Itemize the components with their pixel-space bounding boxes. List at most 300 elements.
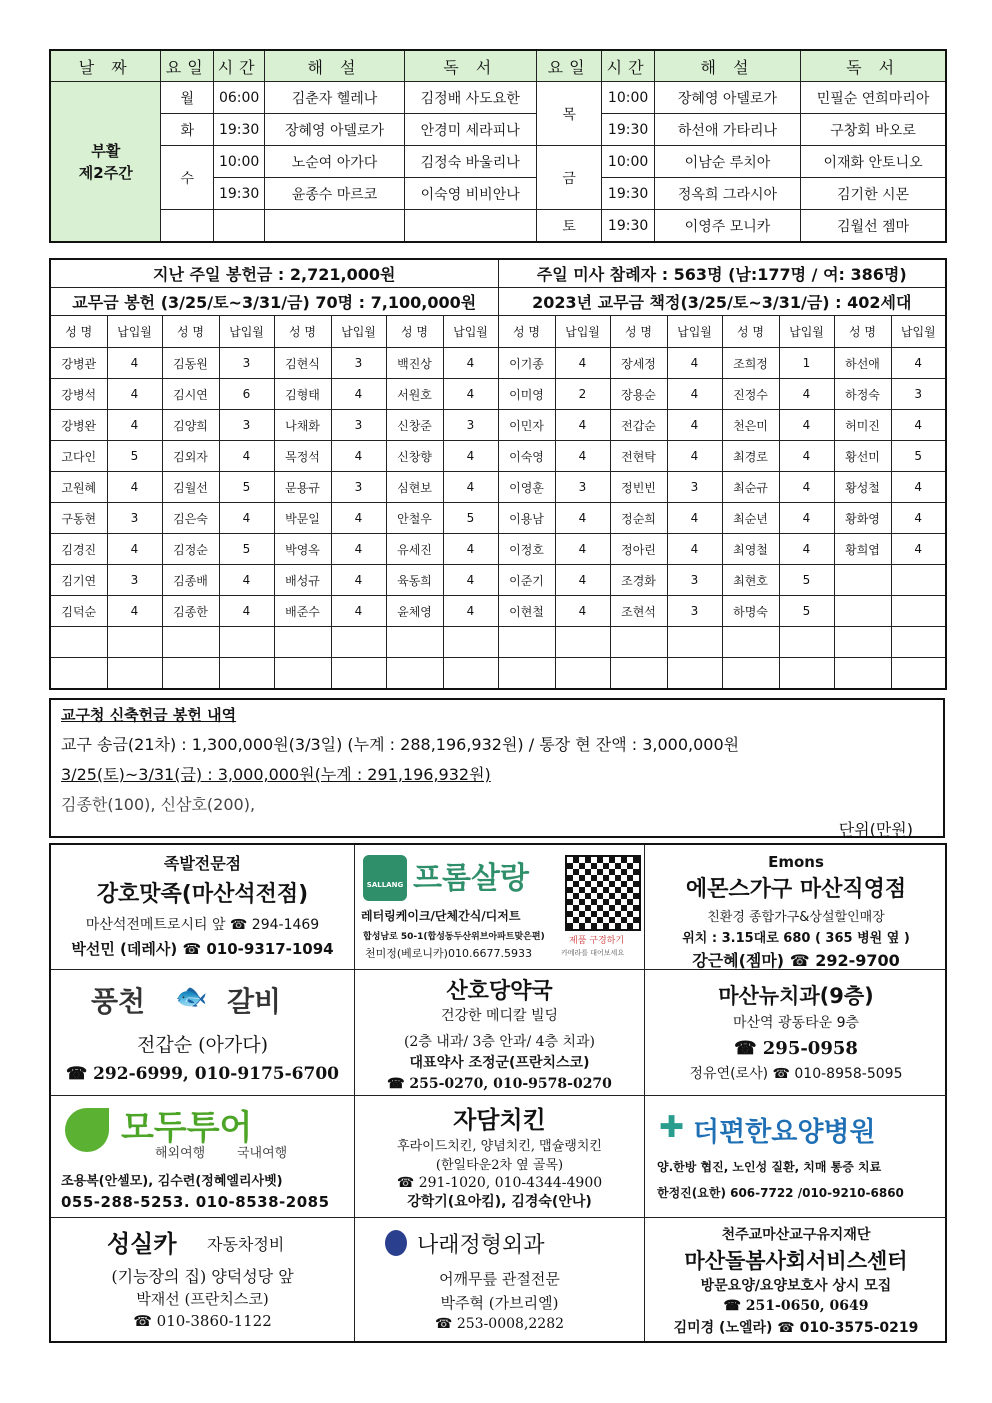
paid-months: 3 <box>331 410 386 441</box>
offering-remittance: 교구 송금(21차) : 1,300,000원(3/3일) (누계 : 288,196,932원) / 통장 현 잔액 : 3,000,000원 <box>61 735 740 754</box>
member-name: 황선미 <box>834 441 891 472</box>
dues-row <box>50 472 946 503</box>
paid-months: 4 <box>331 503 386 534</box>
paid-months: 3 <box>667 596 722 627</box>
empty-cell <box>555 658 610 690</box>
ad-deopyeonhan-hospital <box>645 1096 947 1218</box>
ad-narae-orthopedics <box>355 1218 645 1341</box>
ad-phone: ☎ 291-1020, 010-4344-4900 <box>396 1175 603 1191</box>
member-name: 전갑순 <box>610 410 667 441</box>
schedule-row <box>50 210 946 243</box>
ad-owner: 박선민 (데레사) ☎ 010-9317-1094 <box>71 940 334 958</box>
reader: 김정배 사도요한 <box>404 82 536 114</box>
paid-months: 3 <box>667 565 722 596</box>
ad-description: 양.한방 협진, 노인성 질환, 치매 통증 치료 <box>657 1160 882 1174</box>
member-name: 김외자 <box>162 441 219 472</box>
paid-months: 6 <box>219 379 274 410</box>
ad-subtitle: 건강한 메디칼 빌딩 <box>440 1008 559 1024</box>
ad-name: 마산뉴치과(9층) <box>718 984 874 1008</box>
paid-months: 4 <box>331 596 386 627</box>
paid-months: 4 <box>555 596 610 627</box>
reader: 김기한 시몬 <box>801 178 946 210</box>
member-name: 하명숙 <box>722 596 779 627</box>
paid-months: 4 <box>443 534 498 565</box>
ad-menu: 후라이드치킨, 양념치킨, 맵슐랭치킨 <box>397 1139 602 1154</box>
member-name: 김기연 <box>50 565 107 596</box>
ad-ganghomatjok <box>51 845 355 970</box>
member-name: 이정호 <box>498 534 555 565</box>
paid-months: 4 <box>779 472 834 503</box>
empty-cell <box>667 658 722 690</box>
member-name: 유세진 <box>386 534 443 565</box>
empty-cell <box>834 658 891 690</box>
commentator: 이남순 루치아 <box>654 146 800 178</box>
qr-caption-sub: 카메라를 대어보세요 <box>561 949 625 957</box>
empty-cell <box>274 658 331 690</box>
header-time: 시간 <box>213 50 264 82</box>
header-date: 날 짜 <box>50 50 161 82</box>
ad-address: 마산석전메트로시티 앞 ☎ 294-1469 <box>85 917 320 933</box>
member-name: 최영철 <box>722 534 779 565</box>
member-name: 하선애 <box>834 348 891 379</box>
paid-months: 4 <box>219 596 274 627</box>
paid-months: 4 <box>667 379 722 410</box>
ad-owner: 강근혜(젬마) ☎ 292-9700 <box>692 951 900 970</box>
header-paid-months: 납입월 <box>779 316 834 348</box>
member-name: 김정순 <box>162 534 219 565</box>
ad-owner: 정유연(로사) ☎ 010-8958-5095 <box>689 1066 903 1082</box>
ad-modetour <box>51 1096 355 1218</box>
commentator: 노순여 아가다 <box>265 146 404 178</box>
member-name: 이현철 <box>498 596 555 627</box>
ad-emons <box>645 845 947 970</box>
paid-months: 4 <box>219 503 274 534</box>
member-name: 최경로 <box>722 441 779 472</box>
paid-months: 4 <box>443 379 498 410</box>
empty-cell <box>443 627 498 658</box>
ad-owner: 전갑순 (아가다) <box>137 1034 268 1056</box>
reader: 구창회 바오로 <box>801 114 946 146</box>
paid-months: 4 <box>219 441 274 472</box>
ad-name: 더편한요양병원 <box>693 1117 876 1148</box>
paid-months: 4 <box>555 565 610 596</box>
day: 수 <box>161 146 213 210</box>
member-name: 이숙영 <box>498 441 555 472</box>
paid-months <box>891 596 946 627</box>
ad-owner: 대표약사 조정군(프란치스코) <box>409 1055 590 1071</box>
ad-name: 나래정형외과 <box>417 1233 545 1258</box>
paid-months: 5 <box>107 441 162 472</box>
paid-months: 3 <box>667 472 722 503</box>
dues-assessment: 2023년 교무금 책정(3/25/토~3/31/금) : 402세대 <box>498 288 946 316</box>
member-name: 심현보 <box>386 472 443 503</box>
offering-donors: 김종한(100), 신삼호(200), <box>61 795 256 814</box>
header-reading: 독 서 <box>404 50 536 82</box>
schedule-row <box>50 114 946 146</box>
time: 10:00 <box>602 146 654 178</box>
ad-jadam-chicken <box>355 1096 645 1218</box>
time: 06:00 <box>213 82 264 114</box>
mascot-icon <box>385 1230 407 1256</box>
member-name: 김종한 <box>162 596 219 627</box>
member-name: 정순희 <box>610 503 667 534</box>
dues-row <box>50 348 946 379</box>
dues-row <box>50 534 946 565</box>
time: 10:00 <box>602 82 654 114</box>
paid-months: 4 <box>107 410 162 441</box>
empty-cell <box>162 627 219 658</box>
header-name: 성 명 <box>162 316 219 348</box>
dues-row <box>50 379 946 410</box>
sallang-logo-icon <box>363 855 407 901</box>
empty-cell <box>610 658 667 690</box>
paid-months: 4 <box>107 534 162 565</box>
member-name: 백진상 <box>386 348 443 379</box>
offering-unit: 단위(만원) <box>838 820 913 839</box>
header-day-2: 요일 <box>536 50 602 82</box>
day: 월 <box>161 82 213 114</box>
schedule-header-row <box>50 50 946 82</box>
ad-description: 레터링케이크/단체간식/디저트 <box>361 909 521 923</box>
reader: 안경미 세라피나 <box>404 114 536 146</box>
paid-months: 4 <box>779 410 834 441</box>
day: 화 <box>161 114 213 146</box>
paid-months: 4 <box>667 348 722 379</box>
paid-months: 4 <box>555 348 610 379</box>
paid-months: 4 <box>779 379 834 410</box>
day: 금 <box>536 146 602 210</box>
member-name: 강병관 <box>50 348 107 379</box>
member-name: 이준기 <box>498 565 555 596</box>
ad-phone: ☎ 292-6999, 010-9175-6700 <box>65 1064 339 1084</box>
ad-phone: ☎ 251-0650, 0649 <box>723 1298 869 1314</box>
offering-title: 교구청 신축헌금 봉헌 내역 <box>61 706 237 724</box>
member-name: 최현호 <box>722 565 779 596</box>
time: 19:30 <box>602 114 654 146</box>
ad-address: (기능장의 집) 양덕성당 앞 <box>111 1267 294 1286</box>
commentator: 윤종수 마르코 <box>265 178 404 210</box>
header-name: 성 명 <box>498 316 555 348</box>
commentator: 장혜영 아델로가 <box>265 114 404 146</box>
member-name: 전현탁 <box>610 441 667 472</box>
ad-description: (2층 내과/ 3층 안과/ 4층 치과) <box>403 1034 596 1050</box>
time: 19:30 <box>213 114 264 146</box>
member-name: 박문일 <box>274 503 331 534</box>
commentator: 정옥희 그라시아 <box>654 178 800 210</box>
day: 목 <box>536 82 602 146</box>
paid-months: 2 <box>555 379 610 410</box>
mass-schedule-table <box>49 49 947 243</box>
sallang-logo-text: SALLANG <box>366 881 404 889</box>
member-name: 허미진 <box>834 410 891 441</box>
paid-months: 4 <box>331 534 386 565</box>
reader: 김월선 젬마 <box>801 210 946 243</box>
paid-months: 4 <box>891 503 946 534</box>
member-name: 강병석 <box>50 379 107 410</box>
ad-subtitle: 자동차정비 <box>207 1235 285 1254</box>
member-name: 황성철 <box>834 472 891 503</box>
member-name: 문용규 <box>274 472 331 503</box>
commentator: 이영주 모니카 <box>654 210 800 243</box>
qr-code-icon[interactable] <box>565 855 641 931</box>
header-name: 성 명 <box>274 316 331 348</box>
member-name: 박영옥 <box>274 534 331 565</box>
ad-address: 위치 : 3.15대로 680 ( 365 병원 옆 ) <box>682 931 910 946</box>
ad-address: 마산역 광동타운 9층 <box>733 1015 859 1031</box>
paid-months: 4 <box>555 503 610 534</box>
ad-subtitle-2: 국내여행 <box>237 1146 288 1161</box>
ad-name: 프롬살랑 <box>413 861 529 896</box>
paid-months: 4 <box>331 565 386 596</box>
paid-months: 4 <box>779 503 834 534</box>
ad-name: 강호맛족(마산석전점) <box>96 882 309 907</box>
member-name: 장용순 <box>610 379 667 410</box>
reader: 민필순 연희마리아 <box>801 82 946 114</box>
header-paid-months: 납입월 <box>443 316 498 348</box>
time: 19:30 <box>602 210 654 243</box>
ad-phone: ☎ 010-3860-1122 <box>133 1312 272 1330</box>
paid-months: 4 <box>107 348 162 379</box>
member-name: 윤체영 <box>386 596 443 627</box>
member-name: 이영훈 <box>498 472 555 503</box>
member-name: 이민자 <box>498 410 555 441</box>
member-name: 정빈빈 <box>610 472 667 503</box>
empty-cell <box>667 627 722 658</box>
paid-months: 4 <box>779 441 834 472</box>
empty-cell <box>498 627 555 658</box>
member-name: 김시연 <box>162 379 219 410</box>
member-name: 최순규 <box>722 472 779 503</box>
reader: 이숙영 비비안나 <box>404 178 536 210</box>
ad-phone: ☎ 295-0958 <box>734 1038 858 1059</box>
dues-offering-total: 교무금 봉헌 (3/25/토~3/31/금) 70명 : 7,100,000원 <box>50 288 498 316</box>
ad-name: 마산돌봄사회서비스센터 <box>684 1249 908 1273</box>
member-name: 김경진 <box>50 534 107 565</box>
member-name: 김덕순 <box>50 596 107 627</box>
ad-owner: 박주혁 (가브리엘) <box>440 1294 559 1312</box>
paid-months: 3 <box>555 472 610 503</box>
paid-months: 4 <box>555 410 610 441</box>
paid-months: 5 <box>219 534 274 565</box>
member-name: 조경화 <box>610 565 667 596</box>
member-name: 조현석 <box>610 596 667 627</box>
paid-months: 5 <box>779 565 834 596</box>
commentator: 하선애 가타리나 <box>654 114 800 146</box>
ad-description: 친환경 종합가구&상설할인매장 <box>707 910 885 925</box>
eel-logo-icon: 🐟 <box>175 982 208 1012</box>
empty-cell <box>162 658 219 690</box>
offering-period: 3/25(토)~3/31(금) : 3,000,000원(누계 : 291,196,932원) <box>61 765 491 784</box>
paid-months: 3 <box>331 472 386 503</box>
ad-seongsilka <box>51 1218 355 1341</box>
member-name: 신창준 <box>386 410 443 441</box>
header-paid-months: 납입월 <box>219 316 274 348</box>
member-name: 김동원 <box>162 348 219 379</box>
cross-logo-icon: ✚ <box>659 1110 685 1145</box>
ad-fromsallang <box>355 845 645 970</box>
paid-months: 4 <box>107 472 162 503</box>
member-name: 진정수 <box>722 379 779 410</box>
empty-cell <box>610 627 667 658</box>
mass-attendance: 주일 미사 참례자 : 563명 (남:177명 / 여: 386명) <box>498 259 946 288</box>
empty-cell <box>50 627 107 658</box>
paid-months: 4 <box>443 565 498 596</box>
paid-months: 4 <box>667 441 722 472</box>
paid-months: 5 <box>779 596 834 627</box>
ad-name: 성실카 <box>107 1229 177 1258</box>
paid-months: 3 <box>219 348 274 379</box>
ad-owner: 한정진(요한) 606-7722 /010-9210-6860 <box>657 1186 904 1200</box>
empty-cell <box>386 627 443 658</box>
ad-owner: 조용복(안셀모), 김수련(정혜엘리사벳) <box>61 1174 283 1189</box>
member-name: 이기종 <box>498 348 555 379</box>
ads-grid <box>49 843 947 1343</box>
reader: 김정숙 바울리나 <box>404 146 536 178</box>
member-name <box>834 596 891 627</box>
schedule-row <box>50 146 946 178</box>
schedule-row <box>50 82 946 114</box>
ad-owner: 강학기(요아킴), 김경숙(안나) <box>407 1194 592 1210</box>
member-name: 육동희 <box>386 565 443 596</box>
header-reading-2: 독 서 <box>801 50 946 82</box>
paid-months: 3 <box>443 410 498 441</box>
ad-owner: 천미정(베로니카)010.6677.5933 <box>365 947 532 960</box>
empty-cell <box>386 658 443 690</box>
ad-masan-new-dental <box>645 970 947 1096</box>
paid-months: 5 <box>891 441 946 472</box>
commentator <box>265 210 404 243</box>
dues-row <box>50 410 946 441</box>
paid-months: 4 <box>443 472 498 503</box>
member-name: 고원혜 <box>50 472 107 503</box>
ad-address: (한일타운2차 옆 골목) <box>435 1158 564 1173</box>
paid-months: 4 <box>443 348 498 379</box>
member-name: 천은미 <box>722 410 779 441</box>
paid-months: 4 <box>443 596 498 627</box>
member-name: 이용남 <box>498 503 555 534</box>
paid-months: 4 <box>555 534 610 565</box>
paid-months: 4 <box>667 534 722 565</box>
paid-months: 4 <box>219 565 274 596</box>
qr-caption: 제품 구경하기 <box>569 936 625 946</box>
header-paid-months: 납입월 <box>331 316 386 348</box>
header-name: 성 명 <box>50 316 107 348</box>
dues-row <box>50 565 946 596</box>
header-name: 성 명 <box>834 316 891 348</box>
ad-owner: 박재선 (프란치스코) <box>136 1290 269 1308</box>
empty-cell <box>891 658 946 690</box>
ad-subtitle-1: 해외여행 <box>155 1146 206 1161</box>
empty-cell <box>498 658 555 690</box>
member-name: 배준수 <box>274 596 331 627</box>
paid-months: 4 <box>891 348 946 379</box>
ad-masan-care-center <box>645 1218 947 1341</box>
member-name: 김종배 <box>162 565 219 596</box>
ad-address: 합성남로 50-1(합성동두산위브아파트맞은편) <box>363 932 545 942</box>
header-name: 성 명 <box>722 316 779 348</box>
paid-months: 4 <box>779 534 834 565</box>
empty-cell <box>274 627 331 658</box>
paid-months: 3 <box>107 565 162 596</box>
empty-cell <box>834 627 891 658</box>
day <box>161 210 213 243</box>
member-name: 서원호 <box>386 379 443 410</box>
paid-months: 4 <box>891 534 946 565</box>
ad-name-1: 풍천 <box>91 985 146 1018</box>
ad-name: 자담치킨 <box>453 1106 546 1134</box>
ad-name: 산호당약국 <box>446 979 553 1004</box>
paid-months: 3 <box>331 348 386 379</box>
summary-row <box>50 288 946 316</box>
member-name: 고다인 <box>50 441 107 472</box>
last-week-offering: 지난 주일 봉헌금 : 2,721,000원 <box>50 259 498 288</box>
ad-sanhodang-pharmacy <box>355 970 645 1096</box>
empty-cell <box>891 627 946 658</box>
paid-months: 4 <box>667 503 722 534</box>
modetour-logo-icon <box>65 1108 109 1152</box>
paid-months <box>891 565 946 596</box>
reader <box>404 210 536 243</box>
time <box>213 210 264 243</box>
time: 19:30 <box>602 178 654 210</box>
header-commentary: 해 설 <box>265 50 404 82</box>
empty-cell <box>722 658 779 690</box>
dues-row-empty <box>50 658 946 690</box>
dues-table <box>49 258 947 690</box>
ad-name: 모두투어 <box>121 1108 253 1148</box>
ad-phone: 055-288-5253. 010-8538-2085 <box>61 1193 330 1211</box>
paid-months: 4 <box>891 410 946 441</box>
ad-phone: ☎ 253-0008,2282 <box>434 1316 565 1332</box>
header-name: 성 명 <box>610 316 667 348</box>
empty-cell <box>331 658 386 690</box>
paid-months: 3 <box>891 379 946 410</box>
paid-months: 4 <box>667 410 722 441</box>
member-name: 나채화 <box>274 410 331 441</box>
day: 토 <box>536 210 602 243</box>
member-name: 김양희 <box>162 410 219 441</box>
empty-cell <box>219 658 274 690</box>
header-paid-months: 납입월 <box>555 316 610 348</box>
empty-cell <box>107 627 162 658</box>
paid-months: 5 <box>443 503 498 534</box>
member-name: 최순년 <box>722 503 779 534</box>
ad-phone: ☎ 255-0270, 010-9578-0270 <box>387 1076 612 1092</box>
dues-header-row <box>50 316 946 348</box>
empty-cell <box>331 627 386 658</box>
paid-months: 3 <box>107 503 162 534</box>
empty-cell <box>779 658 834 690</box>
ad-subtitle: 족발전문점 <box>163 854 242 873</box>
member-name: 목정석 <box>274 441 331 472</box>
empty-cell <box>779 627 834 658</box>
member-name: 조희정 <box>722 348 779 379</box>
header-day: 요일 <box>161 50 213 82</box>
time: 10:00 <box>213 146 264 178</box>
paid-months: 4 <box>331 441 386 472</box>
paid-months: 4 <box>107 379 162 410</box>
paid-months: 4 <box>443 441 498 472</box>
ad-brand: Emons <box>768 853 824 871</box>
ad-pungcheon-galbi <box>51 970 355 1096</box>
ad-owner: 김미경 (노엘라) ☎ 010-3575-0219 <box>673 1320 919 1336</box>
member-name: 신창향 <box>386 441 443 472</box>
dues-row <box>50 503 946 534</box>
member-name: 장세정 <box>610 348 667 379</box>
dues-row <box>50 596 946 627</box>
member-name: 이미영 <box>498 379 555 410</box>
paid-months: 5 <box>219 472 274 503</box>
